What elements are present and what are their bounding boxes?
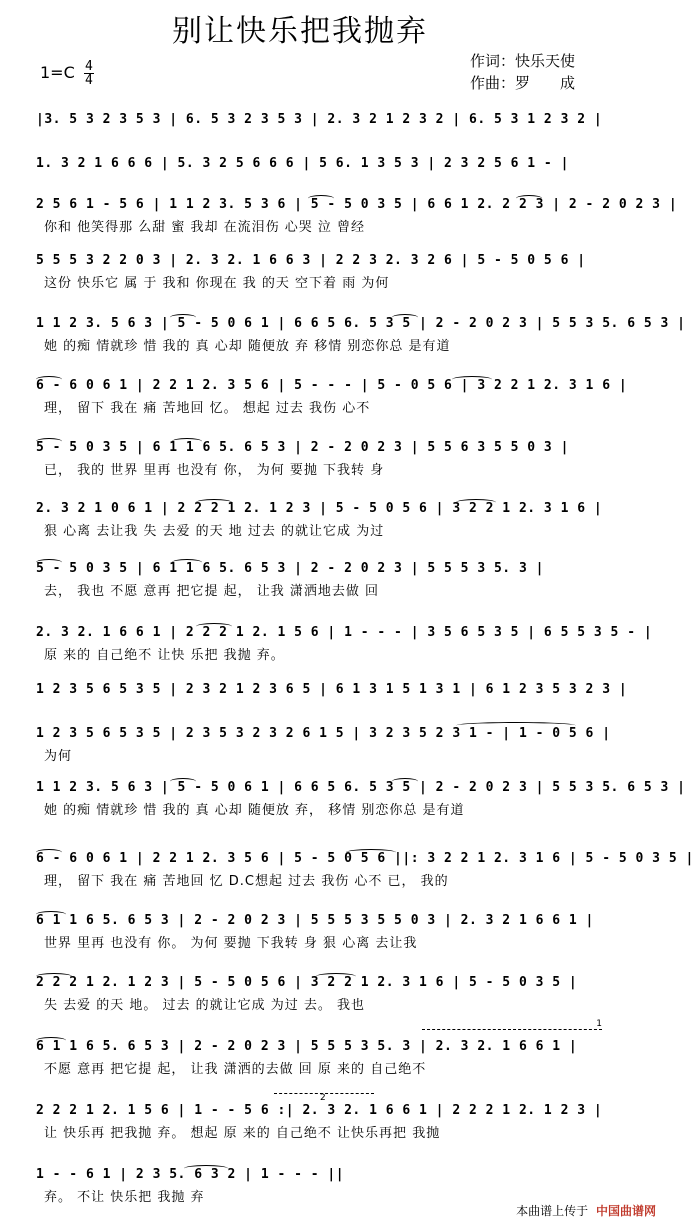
score-row-9 <box>36 557 616 603</box>
notation-line: |3. 5 3 2 3 5 3 | 6. 5 3 2 3 5 3 | 2. 3 2 1 2 3 2 | 6. 5 3 1 2 3 2 | <box>36 112 603 127</box>
notation-line: 5 5 5 3 2 2 0 3 | 2. 3 2. 1 6 6 3 | 2 2 3 2. 3 2 6 | 5 - 5 0 5 6 | <box>36 253 586 268</box>
notation-line: 6 - 6 0 6 1 | 2 2 1 2. 3 5 6 | 5 - - - | 5 - 0 5 6 | 3 2 2 1 2. 3 1 6 | <box>36 378 628 393</box>
score-row-8 <box>36 497 616 543</box>
lyric-line: 已， 我的 世界 里再 也没有 你， 为何 要抛 下我转 身 <box>44 463 385 478</box>
site-logo[interactable]: 中国曲谱网 <box>595 1204 656 1218</box>
notation-line: 1 2 3 5 6 5 3 5 | 2 3 5 3 2 3 2 6 1 5 | 3 2 3 5 2 3 1 - | 1 - 0 5 6 | <box>36 726 611 741</box>
notation-line: 6 - 6 0 6 1 | 2 2 1 2. 3 5 6 | 5 - 5 0 5 6 ||: 3 2 2 1 2. 3 1 6 | 5 - 5 0 3 5 | <box>36 851 694 866</box>
lyric-line: 不愿 意再 把它提 起， 让我 潇洒的去做 回 原 来的 自己绝不 <box>44 1062 427 1077</box>
time-signature <box>84 60 94 87</box>
time-signature-bottom: 4 <box>84 73 93 88</box>
volta-bracket-2 <box>274 1093 374 1103</box>
lyric-line <box>36 132 616 154</box>
score-row-15 <box>36 909 616 955</box>
lyric-line: 她 的痴 情就珍 惜 我的 真 心却 随便放 弃 移情 别恋你总 是有道 <box>44 339 451 354</box>
notation-line: 5 - 5 0 3 5 | 6 1 1 6 5. 6 5 3 | 2 - 2 0 2 3 | 5 5 6 3 5 5 0 3 | <box>36 440 569 455</box>
lyric-line: 这份 快乐它 属 于 我和 你现在 我 的天 空下着 雨 为何 <box>44 276 390 291</box>
time-signature-top: 4 <box>84 59 93 74</box>
score-row-10 <box>36 621 653 667</box>
key-signature <box>40 60 94 87</box>
notation-line: 1. 3 2 1 6 6 6 | 5. 3 2 5 6 6 6 | 5 6. 1 3 5 3 | 2 3 2 5 6 1 - | <box>36 156 569 171</box>
notation-line: 2. 3 2. 1 6 6 1 | 2 2 2 1 2. 1 5 6 | 1 - - - | 3 5 6 5 3 5 | 6 5 5 3 5 - | <box>36 625 653 640</box>
notation-line: 2. 3 2 1 0 6 1 | 2 2 2 1 2. 1 2 3 | 5 - 5 0 5 6 | 3 2 2 1 2. 3 1 6 | <box>36 501 603 516</box>
lyricist: 作词：快乐天使 <box>470 52 576 70</box>
footer-credit <box>516 1202 656 1219</box>
key-label: 1=C <box>40 63 75 82</box>
footer-text: 本曲谱上传于 <box>516 1204 589 1218</box>
score-row-2 <box>36 152 616 198</box>
lyric-line: 你和 他笑得那 么甜 蜜 我却 在流泪伤 心哭 泣 曾经 <box>44 220 366 235</box>
notation-line: 2 2 2 1 2. 1 5 6 | 1 - - 5 6 :| 2. 3 2. 1 6 6 1 | 2 2 2 1 2. 1 2 3 | <box>36 1103 603 1118</box>
lyric-line: 她 的痴 情就珍 惜 我的 真 心却 随便放 弃， 移情 别恋你总 是有道 <box>44 803 465 818</box>
notation-line: 1 - - 6 1 | 2 3 5. 6 3 2 | 1 - - - || <box>36 1167 345 1182</box>
score-row-5 <box>36 312 686 358</box>
lyric-line: 去， 我也 不愿 意再 把它提 起， 让我 潇洒地去做 回 <box>44 584 380 599</box>
notation-line: 2 2 2 1 2. 1 2 3 | 5 - 5 0 5 6 | 3 2 2 1 2. 3 1 6 | 5 - 5 0 3 5 | <box>36 975 578 990</box>
score-row-11 <box>36 678 628 724</box>
lyric-line: 狠 心离 去让我 失 去爱 的天 地 过去 的就让它成 为过 <box>44 524 385 539</box>
score-row-12 <box>36 722 616 768</box>
lyric-line: 弃。 不让 快乐把 我抛 弃 <box>44 1190 205 1205</box>
score-row-13 <box>36 776 686 822</box>
score-row-6 <box>36 374 628 420</box>
notation-line: 5 - 5 0 3 5 | 6 1 1 6 5. 6 5 3 | 2 - 2 0 2 3 | 5 5 5 3 5. 3 | <box>36 561 544 576</box>
lyric-line <box>36 702 616 724</box>
notation-line: 6 1 1 6 5. 6 5 3 | 2 - 2 0 2 3 | 5 5 5 3 5. 3 | 2. 3 2. 1 6 6 1 | <box>36 1039 578 1054</box>
lyric-line: 让 快乐再 把我抛 弃。 想起 原 来的 自己绝不 让快乐再把 我抛 <box>44 1126 441 1141</box>
score-row-17 <box>36 1019 616 1081</box>
score-row-14 <box>36 847 694 893</box>
lyric-line: 理， 留下 我在 痛 苦地回 忆 D.C想起 过去 我伤 心不 已， 我的 <box>44 874 449 889</box>
volta-label-2: 2 <box>320 1093 326 1103</box>
notation-line: 1 1 2 3. 5 6 3 | 5 - 5 0 6 1 | 6 6 5 6. 5 3 5 | 2 - 2 0 2 3 | 5 5 3 5. 6 5 3 | <box>36 780 686 795</box>
credits <box>470 50 575 94</box>
notation-line: 2 5 6 1 - 5 6 | 1 1 2 3. 5 3 6 | 5 - 5 0 3 5 | 6 6 1 2. 2 2 3 | 2 - 2 0 2 3 | <box>36 197 678 212</box>
notation-line: 1 2 3 5 6 5 3 5 | 2 3 2 1 2 3 6 5 | 6 1 3 1 5 1 3 1 | 6 1 2 3 5 3 2 3 | <box>36 682 628 697</box>
volta-label-1: 1 <box>596 1019 602 1029</box>
lyric-line: 原 来的 自己绝不 让快 乐把 我抛 弃。 <box>44 648 285 663</box>
notation-line: 1 1 2 3. 5 6 3 | 5 - 5 0 6 1 | 6 6 5 6. 5 3 5 | 2 - 2 0 2 3 | 5 5 3 5. 6 5 3 | <box>36 316 686 331</box>
composer: 作曲：罗 成 <box>470 74 576 92</box>
score-row-4 <box>36 249 616 295</box>
score-row-18 <box>36 1093 616 1145</box>
score-row-16 <box>36 971 616 1017</box>
song-title: 别让快乐把我抛弃 <box>172 14 428 49</box>
score-row-3 <box>36 193 678 239</box>
lyric-line: 失 去爱 的天 地。 过去 的就让它成 为过 去。 我也 <box>44 998 366 1013</box>
notation-line: 6 1 1 6 5. 6 5 3 | 2 - 2 0 2 3 | 5 5 5 3 5 5 0 3 | 2. 3 2 1 6 6 1 | <box>36 913 594 928</box>
volta-bracket-1 <box>422 1019 602 1030</box>
lyric-line: 理， 留下 我在 痛 苦地回 忆。 想起 过去 我伤 心不 <box>44 401 371 416</box>
lyric-line: 世界 里再 也没有 你。 为何 要抛 下我转 身 狠 心离 去让我 <box>44 936 418 951</box>
lyric-line: 为何 <box>44 749 73 764</box>
score-row-7 <box>36 436 616 482</box>
score-row-1 <box>36 108 616 154</box>
